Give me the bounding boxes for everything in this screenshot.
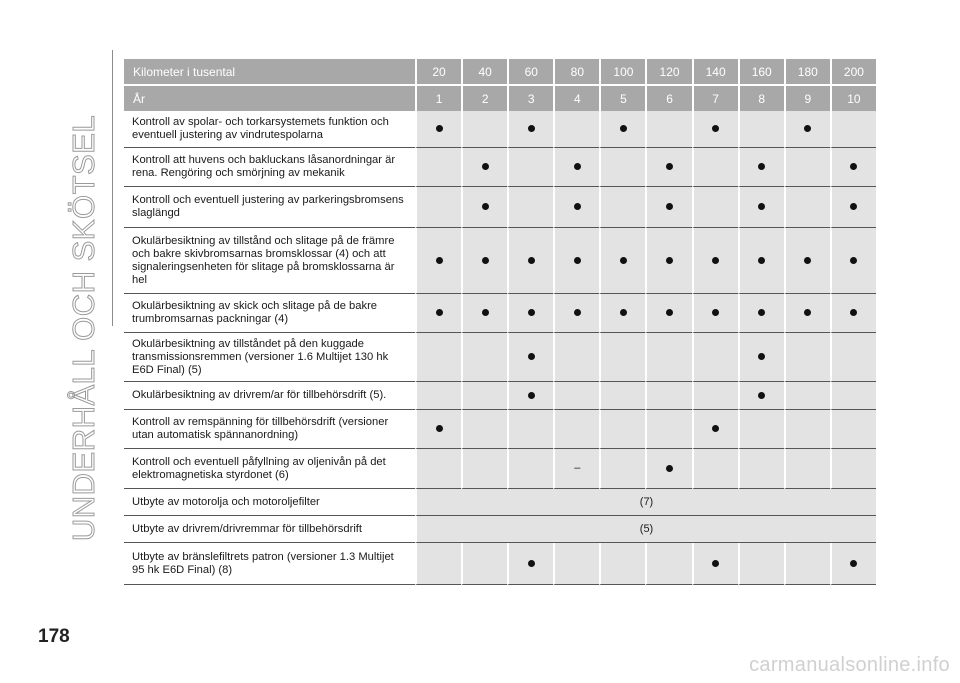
interval-cell xyxy=(738,294,784,333)
year-header-cell: 5 xyxy=(599,84,645,111)
interval-cell xyxy=(599,111,645,148)
interval-cell xyxy=(507,228,553,294)
interval-cell xyxy=(415,410,461,449)
service-dot-icon xyxy=(850,560,857,567)
service-dot-icon xyxy=(850,309,857,316)
km-header-cell: 160 xyxy=(738,59,784,84)
interval-cell xyxy=(645,382,691,410)
interval-cell xyxy=(599,543,645,585)
interval-cell xyxy=(507,410,553,449)
interval-cell xyxy=(415,382,461,410)
interval-cell xyxy=(692,449,738,489)
year-header-cell: 7 xyxy=(692,84,738,111)
operation-label: Kontroll av spolar- och torkarsystemets funktion och eventuell justering av vindrutespolarna xyxy=(124,111,415,148)
interval-cell xyxy=(553,543,599,585)
interval-cell xyxy=(738,382,784,410)
interval-cell xyxy=(507,111,553,148)
service-dot-icon xyxy=(666,163,673,170)
interval-cell xyxy=(553,449,599,489)
interval-cell xyxy=(738,111,784,148)
schedule-row xyxy=(124,111,876,148)
service-dot-icon xyxy=(436,309,443,316)
interval-cell xyxy=(784,333,830,382)
km-header-label: Kilometer i tusental xyxy=(124,59,415,84)
service-dot-icon xyxy=(758,392,765,399)
interval-cell xyxy=(738,148,784,187)
km-header-cell: 200 xyxy=(830,59,876,84)
service-dot-icon xyxy=(712,309,719,316)
interval-cell xyxy=(830,333,876,382)
service-dot-icon xyxy=(804,309,811,316)
interval-cell xyxy=(645,148,691,187)
interval-cell xyxy=(784,449,830,489)
schedule-row xyxy=(124,516,876,543)
schedule-body xyxy=(124,111,876,585)
km-header-cell: 120 xyxy=(645,59,691,84)
watermark: carmanualsonline.info xyxy=(749,654,950,676)
interval-cell xyxy=(599,333,645,382)
year-header-cell: 1 xyxy=(415,84,461,111)
schedule-row xyxy=(124,294,876,333)
interval-cell xyxy=(507,294,553,333)
interval-cell xyxy=(507,543,553,585)
section-rule xyxy=(112,50,113,326)
service-dot-icon xyxy=(850,163,857,170)
year-header-cell: 2 xyxy=(461,84,507,111)
interval-cell xyxy=(599,449,645,489)
service-dot-icon xyxy=(712,560,719,567)
interval-cell xyxy=(830,148,876,187)
service-dot-icon xyxy=(528,560,535,567)
service-dot-icon xyxy=(804,257,811,264)
operation-label: Okulärbesiktning av tillstånd och slitage på de främre och bakre skivbromsarnas bromsklossar (4) och att signaleringsenheten för slitage på bromsklossarna är hel xyxy=(124,228,415,294)
service-dot-icon xyxy=(528,125,535,132)
km-header-cell: 140 xyxy=(692,59,738,84)
service-dot-icon xyxy=(436,125,443,132)
interval-cell xyxy=(599,228,645,294)
interval-cell xyxy=(830,294,876,333)
interval-cell xyxy=(461,410,507,449)
interval-cell xyxy=(830,111,876,148)
interval-cell xyxy=(692,228,738,294)
schedule-row xyxy=(124,382,876,410)
interval-cell xyxy=(507,333,553,382)
year-header-row xyxy=(124,84,876,111)
service-dot-icon xyxy=(804,125,811,132)
interval-cell xyxy=(461,148,507,187)
schedule-row xyxy=(124,148,876,187)
interval-cell xyxy=(553,148,599,187)
schedule-row xyxy=(124,228,876,294)
interval-cell xyxy=(415,543,461,585)
interval-cell xyxy=(553,111,599,148)
interval-cell xyxy=(553,294,599,333)
service-dot-icon xyxy=(666,309,673,316)
service-dot-icon xyxy=(482,163,489,170)
service-dot-icon xyxy=(528,353,535,360)
interval-cell xyxy=(599,382,645,410)
service-dot-icon xyxy=(620,125,627,132)
interval-cell xyxy=(830,543,876,585)
service-dot-icon xyxy=(850,257,857,264)
service-dot-icon xyxy=(528,257,535,264)
interval-cell xyxy=(415,333,461,382)
service-dot-icon xyxy=(528,309,535,316)
section-title: UNDERHÅLL OCH SKÖTSEL xyxy=(66,114,101,542)
interval-cell xyxy=(738,333,784,382)
interval-note: (7) xyxy=(415,489,876,516)
service-dot-icon xyxy=(758,203,765,210)
km-header-cell: 80 xyxy=(553,59,599,84)
schedule-row xyxy=(124,187,876,228)
interval-cell xyxy=(553,410,599,449)
service-dot-icon xyxy=(712,425,719,432)
interval-cell xyxy=(738,187,784,228)
interval-mark: – xyxy=(574,462,581,474)
year-header-cell: 6 xyxy=(645,84,691,111)
service-dot-icon xyxy=(620,257,627,264)
interval-cell xyxy=(738,410,784,449)
year-header-label: År xyxy=(124,84,415,111)
interval-cell xyxy=(461,294,507,333)
interval-cell xyxy=(784,228,830,294)
schedule-row xyxy=(124,543,876,585)
operation-label: Utbyte av drivrem/drivremmar för tillbehörsdrift xyxy=(124,516,415,543)
service-dot-icon xyxy=(574,309,581,316)
service-dot-icon xyxy=(482,257,489,264)
interval-cell xyxy=(461,382,507,410)
schedule-row xyxy=(124,489,876,516)
interval-cell xyxy=(645,410,691,449)
interval-cell xyxy=(645,294,691,333)
interval-cell xyxy=(553,187,599,228)
interval-cell xyxy=(415,111,461,148)
interval-cell xyxy=(830,228,876,294)
operation-label: Okulärbesiktning av drivrem/ar för tillbehörsdrift (5). xyxy=(124,382,415,410)
service-dot-icon xyxy=(574,257,581,264)
km-header-cell: 20 xyxy=(415,59,461,84)
interval-cell xyxy=(738,449,784,489)
interval-cell xyxy=(645,333,691,382)
interval-cell xyxy=(784,294,830,333)
interval-cell xyxy=(599,187,645,228)
service-dot-icon xyxy=(436,257,443,264)
interval-cell xyxy=(784,148,830,187)
interval-cell xyxy=(830,449,876,489)
operation-label: Okulärbesiktning av skick och slitage på de bakre trumbromsarnas packningar (4) xyxy=(124,294,415,333)
interval-cell xyxy=(507,449,553,489)
maintenance-schedule-table xyxy=(124,59,876,585)
interval-cell xyxy=(692,294,738,333)
interval-cell xyxy=(415,294,461,333)
service-dot-icon xyxy=(758,309,765,316)
interval-cell xyxy=(461,111,507,148)
interval-cell xyxy=(692,148,738,187)
schedule-row xyxy=(124,449,876,489)
interval-cell xyxy=(461,543,507,585)
year-header-cell: 10 xyxy=(830,84,876,111)
interval-cell xyxy=(738,228,784,294)
interval-cell xyxy=(692,333,738,382)
interval-cell xyxy=(645,228,691,294)
interval-cell xyxy=(692,187,738,228)
operation-label: Kontroll och eventuell påfyllning av oljenivån på det elektromagnetiska styrdonet (6) xyxy=(124,449,415,489)
page-number: 178 xyxy=(38,626,70,647)
operation-label: Utbyte av bränslefiltrets patron (versioner 1.3 Multijet 95 hk E6D Final) (8) xyxy=(124,543,415,585)
interval-cell xyxy=(784,382,830,410)
schedule-row xyxy=(124,333,876,382)
km-header-row xyxy=(124,59,876,84)
interval-cell xyxy=(784,111,830,148)
interval-cell xyxy=(830,410,876,449)
interval-cell xyxy=(553,382,599,410)
service-dot-icon xyxy=(666,203,673,210)
service-dot-icon xyxy=(620,309,627,316)
service-dot-icon xyxy=(436,425,443,432)
interval-cell xyxy=(415,187,461,228)
interval-cell xyxy=(692,111,738,148)
year-header-cell: 4 xyxy=(553,84,599,111)
interval-cell xyxy=(599,148,645,187)
operation-label: Kontroll att huvens och bakluckans låsanordningar är rena. Rengöring och smörjning av mekanik xyxy=(124,148,415,187)
service-dot-icon xyxy=(528,392,535,399)
year-header-cell: 9 xyxy=(784,84,830,111)
service-dot-icon xyxy=(666,257,673,264)
interval-cell xyxy=(645,187,691,228)
km-header-cell: 180 xyxy=(784,59,830,84)
operation-label: Kontroll och eventuell justering av parkeringsbromsens slaglängd xyxy=(124,187,415,228)
service-dot-icon xyxy=(758,353,765,360)
interval-cell xyxy=(692,382,738,410)
interval-cell xyxy=(784,410,830,449)
operation-label: Kontroll av remspänning för tillbehörsdrift (versioner utan automatisk spännanordning) xyxy=(124,410,415,449)
interval-cell xyxy=(692,543,738,585)
interval-cell xyxy=(461,449,507,489)
interval-cell xyxy=(461,333,507,382)
operation-label: Okulärbesiktning av tillståndet på den kuggade transmissionsremmen (versioner 1.6 Multijet 130 hk E6D Final) (5) xyxy=(124,333,415,382)
interval-cell xyxy=(599,410,645,449)
schedule-row xyxy=(124,410,876,449)
interval-note: (5) xyxy=(415,516,876,543)
service-dot-icon xyxy=(850,203,857,210)
year-header-cell: 8 xyxy=(738,84,784,111)
service-dot-icon xyxy=(482,203,489,210)
interval-cell xyxy=(784,543,830,585)
year-header-cell: 3 xyxy=(507,84,553,111)
km-header-cell: 60 xyxy=(507,59,553,84)
interval-cell xyxy=(553,228,599,294)
service-dot-icon xyxy=(758,163,765,170)
interval-cell xyxy=(415,148,461,187)
interval-cell xyxy=(415,228,461,294)
operation-label: Utbyte av motorolja och motoroljefilter xyxy=(124,489,415,516)
interval-cell xyxy=(507,187,553,228)
km-header-cell: 40 xyxy=(461,59,507,84)
interval-cell xyxy=(507,148,553,187)
service-dot-icon xyxy=(482,309,489,316)
interval-cell xyxy=(645,449,691,489)
interval-cell xyxy=(830,382,876,410)
interval-cell xyxy=(599,294,645,333)
interval-cell xyxy=(461,228,507,294)
interval-cell xyxy=(784,187,830,228)
interval-cell xyxy=(553,333,599,382)
service-dot-icon xyxy=(712,257,719,264)
service-dot-icon xyxy=(666,465,673,472)
interval-cell xyxy=(830,187,876,228)
interval-cell xyxy=(461,187,507,228)
service-dot-icon xyxy=(574,203,581,210)
service-dot-icon xyxy=(758,257,765,264)
interval-cell xyxy=(645,543,691,585)
interval-cell xyxy=(738,543,784,585)
interval-cell xyxy=(645,111,691,148)
interval-cell xyxy=(415,449,461,489)
km-header-cell: 100 xyxy=(599,59,645,84)
interval-cell xyxy=(507,382,553,410)
service-dot-icon xyxy=(574,163,581,170)
interval-cell xyxy=(692,410,738,449)
service-dot-icon xyxy=(712,125,719,132)
